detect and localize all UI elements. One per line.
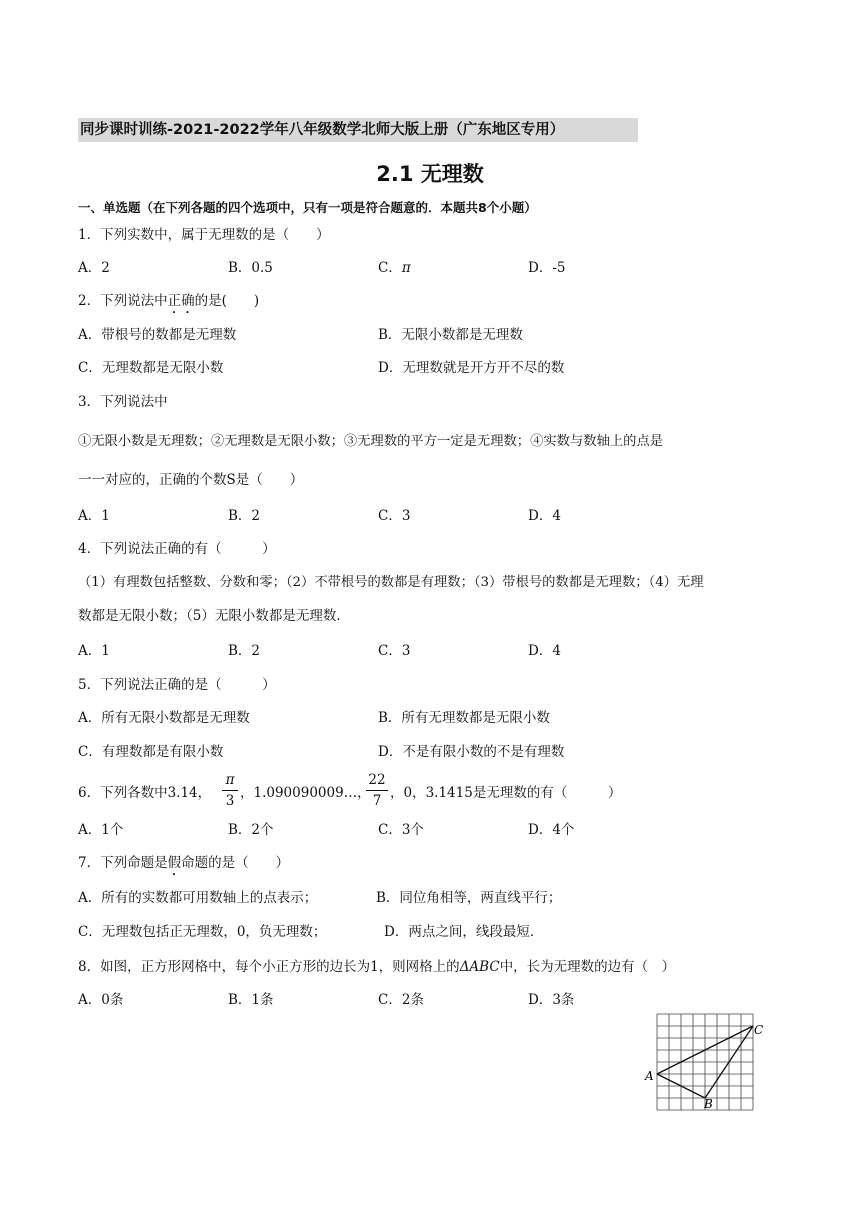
q3-option-c: C．3 (378, 508, 411, 524)
question-3-stem: 3．下列说法中 (78, 394, 168, 410)
page-title: 2.1 无理数 (376, 162, 484, 186)
question-3-statements: ①无限小数是无理数；②无理数是无限小数；③无理数的平方一定是无理数；④实数与数轴上的点是 (78, 434, 664, 449)
document-header: 同步课时训练-2021-2022学年八年级数学北师大版上册（广东地区专用） (80, 122, 565, 138)
q6-option-a: A．1个 (78, 822, 124, 838)
q5-option-d: D．不是有限小数的不是有理数 (378, 744, 565, 760)
q2-option-b: B．无限小数都是无理数 (378, 327, 523, 343)
question-5-stem: 5．下列说法正确的是（ ） (78, 677, 276, 693)
question-1-stem: 1．下列实数中，属于无理数的是（ ） (78, 227, 330, 243)
q4-option-c: C．3 (378, 643, 411, 659)
question-6-part1: 6．下列各数中3.14， (78, 785, 212, 801)
q2-option-c: C．无理数都是无限小数 (78, 360, 224, 376)
q6-option-d: D．4个 (528, 822, 575, 838)
question-4-statements-line1: （1）有理数包括整数、分数和零；（2）不带根号的数都是有理数；（3）带根号的数都是无理数；（4）无理 (78, 575, 704, 590)
q2-option-d: D．无理数就是开方开不尽的数 (378, 360, 565, 376)
q3-option-d: D．4 (528, 508, 561, 524)
q8-option-b: B．1条 (228, 992, 274, 1008)
fraction-22-over-7: 22 7 (366, 771, 388, 810)
question-7-stem: 7．下列命题是假命题的是（ ） (78, 855, 290, 871)
q2-option-a: A．带根号的数都是无理数 (78, 327, 237, 343)
q8-option-d: D．3条 (528, 992, 575, 1008)
q7-option-a: A．所有的实数都可用数轴上的点表示； (78, 890, 318, 906)
square-grid (657, 1014, 753, 1110)
question-6-part2: ，1.090090009…， (240, 785, 371, 801)
question-2-stem: 2．下列说法中正确的是( ) (78, 293, 260, 309)
q5-option-b: B．所有无理数都是无限小数 (378, 710, 550, 726)
q8-option-a: A．0条 (78, 992, 124, 1008)
q6-option-c: C．3个 (378, 822, 424, 838)
q7-option-d: D．两点之间，线段最短． (384, 924, 544, 940)
question-3-prompt: 一一对应的，正确的个数S是（ ） (78, 472, 304, 488)
vertex-label-a: A (645, 1069, 654, 1083)
q4-option-b: B．2 (228, 643, 261, 659)
question-8-stem: 8．如图，正方形网格中，每个小正方形的边长为1，则网格上的ΔABC中，长为无理数的边有（ ） (78, 959, 676, 975)
fraction-pi-over-3: π 3 (222, 771, 238, 810)
q4-option-a: A．1 (78, 643, 110, 659)
question-6-part3: ，0，3.1415是无理数的有（ ） (390, 785, 622, 801)
q3-option-b: B．2 (228, 508, 261, 524)
q5-option-c: C．有理数都是有限小数 (78, 744, 224, 760)
q6-option-b: B．2个 (228, 822, 274, 838)
vertex-label-b: B (704, 1097, 713, 1111)
q4-option-d: D．4 (528, 643, 561, 659)
q7-option-c: C．无理数包括正无理数，0，负无理数； (78, 924, 327, 940)
q1-option-d: D．-5 (528, 260, 566, 276)
q3-option-a: A．1 (78, 508, 110, 524)
q5-option-a: A．所有无限小数都是无理数 (78, 710, 250, 726)
grid-triangle-figure (640, 1008, 780, 1118)
section-heading: 一、单选题（在下列各题的四个选项中，只有一项是符合题意的．本题共8个小题） (78, 200, 537, 215)
vertex-label-c: C (754, 1023, 764, 1037)
q1-option-c: C．π (378, 260, 411, 276)
pi-symbol: π (401, 260, 411, 276)
question-4-stem: 4．下列说法正确的有（ ） (78, 541, 276, 557)
question-4-statements-line2: 数都是无限小数；（5）无限小数都是无理数． (78, 608, 350, 624)
triangle-abc-label: ΔABC (459, 959, 500, 975)
q8-option-c: C．2条 (378, 992, 424, 1008)
q1-option-a: A．2 (78, 260, 110, 276)
q1-option-b: B．0.5 (228, 260, 273, 276)
q7-option-b: B．同位角相等，两直线平行； (376, 890, 562, 906)
